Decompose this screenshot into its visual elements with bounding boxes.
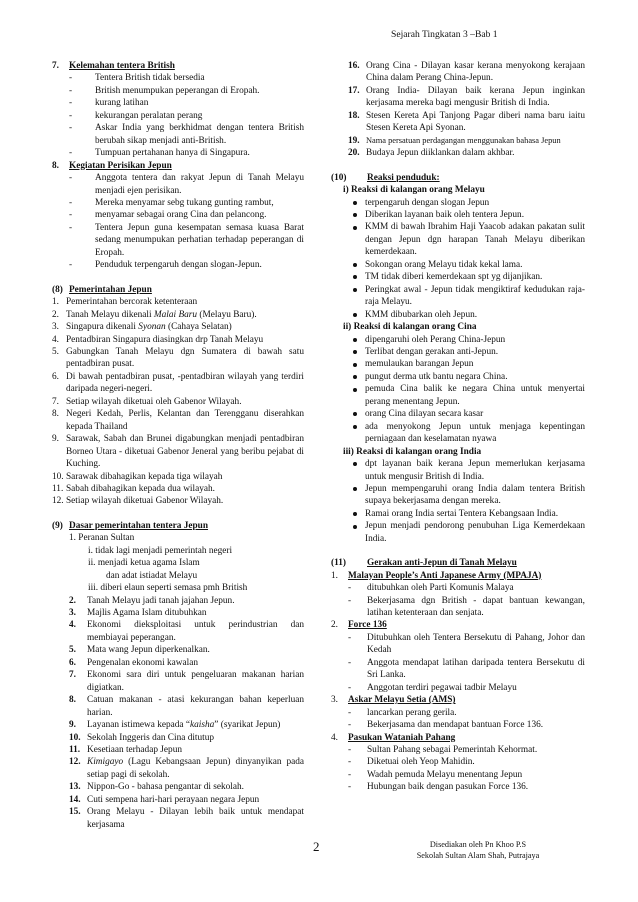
- list-item: [52, 396, 304, 408]
- item-marker: 12.: [69, 757, 81, 768]
- section-number: 8.: [52, 160, 59, 171]
- item-marker: 12.: [52, 496, 64, 507]
- item-text: Tanah Melayu jadi tanah jajahan Jepun.: [87, 595, 235, 606]
- bullet-item: [331, 508, 585, 520]
- bullet-text: KMM dibubarkan oleh Jepun.: [365, 309, 478, 320]
- list-item: [52, 296, 304, 308]
- item-marker: -: [348, 757, 352, 768]
- sultan-label: 1. Peranan Sultan: [69, 533, 135, 544]
- list-item: [52, 309, 304, 321]
- bullet-text: dipengaruhi oleh Perang China-Jepun: [365, 334, 506, 345]
- sultan-sub: i. tidak lagi menjadi pemerintah negeri: [88, 545, 233, 556]
- item-text: Catuan makanan - atasi kekurangan bahan keperluan harian.: [87, 695, 304, 718]
- group-item: [331, 744, 585, 756]
- item-marker: 7.: [69, 670, 76, 681]
- item-marker: -: [69, 210, 73, 221]
- item-marker: -: [348, 707, 352, 718]
- item-marker: 1.: [52, 297, 59, 308]
- item-marker: -: [69, 260, 73, 271]
- section-number: (8): [52, 284, 63, 295]
- group-item: [331, 657, 585, 682]
- text-run: Tanah Melayu dikenali: [66, 309, 154, 320]
- bullet-item: [331, 334, 585, 346]
- section-8-item: [52, 172, 304, 197]
- list-item: [331, 110, 585, 135]
- bullet-item: [331, 221, 585, 258]
- item-marker: -: [348, 720, 352, 731]
- section-7-heading: [52, 60, 304, 72]
- section-8-item: [52, 259, 304, 271]
- item-text: Bekerjasama dgn British - dapat bantuan kewangan, latihan ketenteraan dan senjata.: [367, 595, 585, 619]
- group-heading: [331, 619, 585, 631]
- section-title: Kelemahan tentera British: [69, 61, 175, 71]
- item-marker: 20.: [348, 148, 360, 159]
- item-text: Budaya Jepun diiklankan dalam akhbar.: [366, 148, 515, 159]
- gerakan-heading: [331, 557, 585, 569]
- group-item: [331, 682, 585, 694]
- footer-credit: [398, 840, 558, 861]
- item-marker: -: [348, 583, 352, 594]
- text-run: (Melayu Baru).: [197, 309, 257, 320]
- item-text: Gabungkan Tanah Melayu dgn Sumatera di bawah satu pentadbiran pusat.: [66, 346, 304, 370]
- bullet-text: ada menyokong Jepun untuk menjaga kepentingan perniagaan dan keselamatan nyawa: [365, 421, 585, 445]
- section-number: 7.: [52, 61, 59, 71]
- item-text: Cuti sempena hari-hari perayaan negara Jepun: [87, 794, 260, 805]
- item-text: [87, 719, 304, 731]
- item-text: kurang latihan: [95, 98, 149, 109]
- list-item: [52, 433, 304, 470]
- item-text: Kesetiaan terhadap Jepun: [87, 745, 182, 756]
- bullet-text: Ramai orang India sertai Tentera Kebangsaan India.: [365, 508, 559, 519]
- text-run: ” (syarikat Jepun): [214, 720, 281, 731]
- section-number: (11): [331, 558, 346, 569]
- bullet-text: Diberikan layanan baik oleh tentera Jepun.: [365, 209, 525, 220]
- item-marker: -: [348, 632, 352, 643]
- bullet-item: [331, 271, 585, 283]
- bullet-text: dpt layanan baik kerana Jepun memerlukan kerjasama untuk mengusir British di India.: [365, 459, 585, 482]
- bullet-text: terpengaruh dengan slogan Jepun: [365, 197, 490, 208]
- group-heading: [331, 694, 585, 706]
- cina-heading: ii) Reaksi di kalangan orang Cina: [343, 322, 477, 333]
- credit-school: Sekolah Sultan Alam Shah, Putrajaya: [416, 850, 540, 860]
- item-text: Askar India yang berkhidmat dengan tentera British berubah sikap menjadi anti-British.: [95, 123, 304, 146]
- group-number: 1.: [331, 570, 338, 581]
- bullet-item: [331, 371, 585, 383]
- item-text: Anggota tentera dan rakyat Jepun di Tanah Melayu menjadi ejen perisikan.: [95, 173, 304, 196]
- list-item: [52, 644, 304, 656]
- bullet-text: pungut derma utk bantu negara China.: [365, 371, 508, 382]
- list-item: [52, 334, 304, 346]
- melayu-heading: i) Reaksi di kalangan orang Melayu: [343, 185, 485, 196]
- right-column: [331, 60, 585, 794]
- item-marker: -: [69, 98, 73, 109]
- item-marker: 15.: [69, 807, 81, 818]
- item-marker: 9.: [52, 434, 59, 445]
- italic-text: Kimigayo: [87, 757, 124, 768]
- item-text: menyamar sebagai orang Cina dan pelancong.: [95, 210, 267, 221]
- item-text: Diketuai oleh Yeop Mahidin.: [367, 757, 475, 768]
- section-7-item: [52, 72, 304, 84]
- bullet-text: Jepun menjadi pendorong penubuhan Liga Kemerdekaan India.: [365, 521, 585, 544]
- item-text: Setiap wilayah diketuai oleh Gabenor Wilayah.: [66, 396, 242, 407]
- bullet-item: [331, 358, 585, 370]
- item-marker: 11.: [52, 483, 64, 494]
- item-marker: 18.: [348, 110, 360, 121]
- item-text: Wadah pemuda Melayu menentang Jepun: [367, 769, 523, 780]
- item-marker: 10.: [69, 732, 81, 743]
- item-marker: 19.: [348, 135, 360, 146]
- item-text: Anggotan terdiri pegawai tadbir Melayu: [367, 682, 517, 693]
- list-item: [52, 619, 304, 644]
- item-marker: 7.: [52, 396, 59, 407]
- list-item: [52, 371, 304, 396]
- list-item: [52, 495, 304, 507]
- group-item: [331, 756, 585, 768]
- item-marker: 3.: [52, 322, 59, 333]
- group-title: Force 136: [348, 620, 387, 631]
- section-7-item: [52, 110, 304, 122]
- item-marker: -: [69, 85, 73, 96]
- group-item: [331, 582, 585, 594]
- section-7-item: [52, 97, 304, 109]
- section-7-item: [52, 122, 304, 147]
- item-text: Sekolah Inggeris dan Cina ditutup: [87, 732, 215, 743]
- item-text: Bekerjasama dan mendapat bantuan Force 136.: [367, 720, 544, 731]
- list-item: [52, 483, 304, 495]
- item-marker: -: [69, 173, 73, 184]
- list-item: [52, 346, 304, 371]
- item-text: Setiap wilayah diketuai Gabenor Wilayah.: [66, 496, 224, 507]
- item-marker: 3.: [69, 608, 76, 619]
- item-marker: -: [348, 769, 352, 780]
- sultan-sub: dan adat istiadat Melayu: [106, 570, 198, 581]
- item-marker: 2.: [52, 309, 59, 320]
- item-text: Penduduk terpengaruh dengan slogan-Jepun.: [95, 260, 262, 271]
- list-item: [52, 657, 304, 669]
- list-item: [331, 60, 585, 85]
- bullet-text: Sokongan orang Melayu tidak kekal lama.: [365, 259, 523, 270]
- italic-text: Syonan: [138, 322, 166, 333]
- list-item: [331, 147, 585, 159]
- item-text: Sarawak, Sabah dan Brunei digabungkan menjadi pentadbiran Borneo Utara - diketuai Gabenor Jeneral yang beribu pejabat di Kuching.: [66, 434, 304, 470]
- section-title: Dasar pemerintahan tentera Jepun: [69, 520, 209, 531]
- item-text: Di bawah pentadbiran pusat, -pentadbiran wilayah yang terdiri daripada negeri-negeri.: [66, 371, 304, 395]
- text-run: Singapura dikenali: [66, 322, 139, 333]
- sultan-sub: iii. diberi elaun seperti semasa pmh British: [88, 583, 248, 594]
- item-marker: 17.: [348, 85, 360, 96]
- bullet-text: Peringkat awal - Jepun tidak mengiktiraf kedudukan raja-raja Melayu.: [365, 284, 585, 308]
- item-marker: -: [348, 657, 352, 668]
- bullet-item: [331, 209, 585, 221]
- reaksi-heading: [331, 172, 585, 184]
- item-text: Tentera British tidak bersedia: [95, 73, 205, 84]
- spacer: [331, 545, 585, 557]
- item-text: Sabah dibahagikan kepada dua wilayah.: [66, 483, 215, 494]
- item-text: Pengenalan ekonomi kawalan: [87, 657, 199, 668]
- list-item: [331, 85, 585, 110]
- item-text: Orang India- Dilayan baik kerana Jepun inginkan kerjasama mereka bagi mengusir British di India.: [366, 85, 585, 109]
- item-text: Ekonomi sara diri untuk pengeluaran makanan harian digiatkan.: [87, 670, 304, 693]
- bullet-item: [331, 284, 585, 309]
- item-text: Sarawak dibahagikan kepada tiga wilayah: [66, 471, 223, 482]
- item-text: Nama persatuan perdagangan menggunakan bahasa Jepun: [366, 135, 561, 145]
- item-text: Majlis Agama Islam ditubuhkan: [87, 608, 207, 619]
- group-item: [331, 769, 585, 781]
- item-text: lancarkan perang gerila.: [367, 707, 457, 718]
- section-title: Pemerintahan Jepun: [69, 284, 152, 295]
- item-text: Sultan Pahang sebagai Pemerintah Kehormat.: [367, 745, 538, 756]
- item-marker: -: [69, 148, 73, 159]
- group-number: 2.: [331, 620, 338, 631]
- bullet-item: [331, 520, 585, 545]
- bullet-text: Jepun mempengaruhi orang India dalam tentera British supaya bekerjasama dengan mereka.: [365, 483, 585, 507]
- spacer: [52, 508, 304, 520]
- item-marker: 2.: [69, 595, 76, 606]
- item-marker: 8.: [52, 409, 59, 420]
- item-marker: -: [69, 197, 73, 208]
- item-text: Ditubuhkan oleh Tentera Bersekutu di Pahang, Johor dan Kedah: [367, 632, 585, 656]
- list-item: [52, 595, 304, 607]
- list-item: [52, 321, 304, 333]
- section-8-item: [52, 209, 304, 221]
- sultan-sub: ii. menjadi ketua agama Islam: [88, 558, 200, 569]
- item-text: Tumpuan pertahanan hanya di Singapura.: [95, 148, 250, 159]
- item-marker: -: [348, 595, 352, 606]
- item-marker: 9.: [69, 720, 76, 731]
- group-item: [331, 595, 585, 620]
- dasar-heading: [52, 520, 304, 532]
- group-title: Malayan People’s Anti Japanese Army (MPAJA): [348, 570, 542, 581]
- item-marker: -: [348, 745, 352, 756]
- italic-text: kaisha: [190, 720, 215, 731]
- list-item: [52, 744, 304, 756]
- item-marker: 11.: [69, 745, 81, 756]
- bullet-item: [331, 197, 585, 209]
- item-text: British menumpukan peperangan di Eropah.: [95, 85, 260, 96]
- bullet-item: [331, 383, 585, 408]
- list-item: [52, 408, 304, 433]
- item-marker: 14.: [69, 794, 81, 805]
- list-item: [52, 732, 304, 744]
- page-header: Sejarah Tingkatan 3 –Bab 1: [391, 29, 498, 40]
- left-column: [52, 60, 304, 831]
- bullet-text: Terlibat dengan gerakan anti-Jepun.: [365, 346, 499, 357]
- item-marker: -: [348, 782, 352, 793]
- item-marker: -: [69, 73, 73, 84]
- item-text: Mata wang Jepun diperkenalkan.: [87, 645, 210, 656]
- item-text: Ekonomi dieksploitasi untuk perindustrian dan membiayai peperangan.: [87, 620, 304, 643]
- bullet-item: [331, 346, 585, 358]
- item-text: ditubuhkan oleh Parti Komunis Malaya: [367, 583, 514, 594]
- group-number: 3.: [331, 695, 338, 706]
- list-item: [52, 794, 304, 806]
- item-marker: -: [348, 682, 352, 693]
- group-heading: [331, 732, 585, 744]
- group-item: [331, 719, 585, 731]
- item-text: [66, 309, 304, 321]
- list-item: [52, 781, 304, 793]
- item-text: [66, 321, 304, 333]
- item-marker: 6.: [69, 657, 76, 668]
- bullet-item: [331, 421, 585, 446]
- list-item: [52, 756, 304, 781]
- item-text: Pemerintahan bercorak ketenteraan: [66, 297, 198, 308]
- item-text: [87, 756, 304, 781]
- section-7-item: [52, 85, 304, 97]
- item-marker: -: [69, 123, 73, 134]
- list-item: [52, 607, 304, 619]
- india-heading: iii) Reaksi di kalangan orang India: [343, 446, 482, 457]
- section-8-item: [52, 197, 304, 209]
- list-item: [52, 694, 304, 719]
- credit-author: Disediakan oleh Pn Khoo P.S: [429, 840, 527, 849]
- item-text: Orang Cina - Dilayan kasar kerana menyokong kerajaan China dalam Perang China-Jepun.: [366, 61, 585, 84]
- item-marker: 4.: [69, 620, 76, 631]
- item-marker: 6.: [52, 371, 59, 382]
- list-item: [52, 806, 304, 831]
- item-text: Pentadbiran Singapura diasingkan drp Tanah Melayu: [66, 334, 264, 345]
- item-marker: 16.: [348, 61, 360, 71]
- item-text: Mereka menyamar sebg tukang gunting rambut,: [95, 197, 274, 208]
- text-run: (Cahaya Selatan): [165, 322, 232, 333]
- section-title: Reaksi penduduk:: [367, 172, 440, 183]
- list-item: [52, 471, 304, 483]
- bullet-item: [331, 259, 585, 271]
- group-item: [331, 632, 585, 657]
- group-title: Askar Melayu Setia (AMS): [348, 695, 456, 706]
- bullet-text: pemuda Cina balik ke negara China untuk menyertai perang menentang Jepun.: [365, 384, 585, 407]
- spacer: [331, 160, 585, 172]
- item-text: Nippon-Go - bahasa pengantar di sekolah.: [87, 782, 244, 793]
- item-text: Hubungan baik dengan pasukan Force 136.: [367, 782, 529, 793]
- group-item: [331, 781, 585, 793]
- item-marker: 5.: [69, 645, 76, 656]
- item-marker: 13.: [69, 782, 81, 793]
- item-marker: 8.: [69, 695, 76, 706]
- bullet-item: [331, 309, 585, 321]
- pemerintahan-heading: [52, 284, 304, 296]
- item-text: kekurangan peralatan perang: [95, 110, 203, 121]
- item-marker: -: [69, 222, 73, 233]
- text-run: Layanan istimewa kepada “: [87, 720, 190, 731]
- bullet-item: [331, 458, 585, 483]
- item-text: Anggota mendapat latihan daripada tentera Bersekutu di Sri Lanka.: [367, 657, 585, 681]
- item-marker: 4.: [52, 334, 59, 345]
- group-number: 4.: [331, 732, 338, 743]
- item-text: Negeri Kedah, Perlis, Kelantan dan Terengganu diserahkan kepada Thailand: [66, 409, 304, 432]
- item-marker: 10.: [52, 471, 64, 482]
- group-item: [331, 707, 585, 719]
- group-title: Pasukan Wataniah Pahang: [348, 732, 456, 743]
- section-8-item: [52, 222, 304, 259]
- section-title: Gerakan anti-Jepun di Tanah Melayu: [367, 558, 517, 569]
- item-marker: -: [69, 110, 73, 121]
- page-number: 2: [313, 839, 320, 854]
- bullet-text: orang Cina dilayan secara kasar: [365, 409, 484, 420]
- item-text: Tentera Jepun guna kesempatan semasa kuasa Barat sedang menumpukan perhatian terhadap peperangan di Eropah.: [95, 222, 304, 258]
- group-heading: [331, 570, 585, 582]
- bullet-item: [331, 408, 585, 420]
- item-text: Stesen Kereta Api Tanjong Pagar diberi nama baru iaitu Stesen Kereta Api Syonan.: [366, 110, 585, 134]
- item-text: Orang Melayu - Dilayan lebih baik untuk mendapat kerjasama: [87, 807, 304, 830]
- spacer: [52, 272, 304, 284]
- bullet-text: TM tidak diberi kemerdekaan spt yg dijanjikan.: [365, 272, 543, 283]
- section-number: (10): [331, 172, 347, 183]
- list-item: [52, 669, 304, 694]
- list-item: [52, 719, 304, 731]
- text-run: (Lagu Kebangsaan Jepun) dinyanyikan pada setiap pagi di sekolah.: [87, 757, 304, 780]
- item-marker: 5.: [52, 346, 59, 357]
- section-number: (9): [52, 520, 63, 531]
- section-title: Kegiatan Perisikan Jepun: [69, 160, 172, 171]
- bullet-text: KMM di bawah Ibrahim Haji Yaacob adakan pakatan sulit dengan Jepun dgn harapan Tanah Melayu diberikan kemerdekaan.: [365, 222, 585, 258]
- italic-text: Malai Baru: [153, 309, 198, 320]
- list-item: [331, 135, 585, 147]
- section-7-item: [52, 147, 304, 159]
- section-8-heading: [52, 160, 304, 172]
- bullet-text: memulaukan barangan Jepun: [365, 359, 474, 370]
- bullet-item: [331, 483, 585, 508]
